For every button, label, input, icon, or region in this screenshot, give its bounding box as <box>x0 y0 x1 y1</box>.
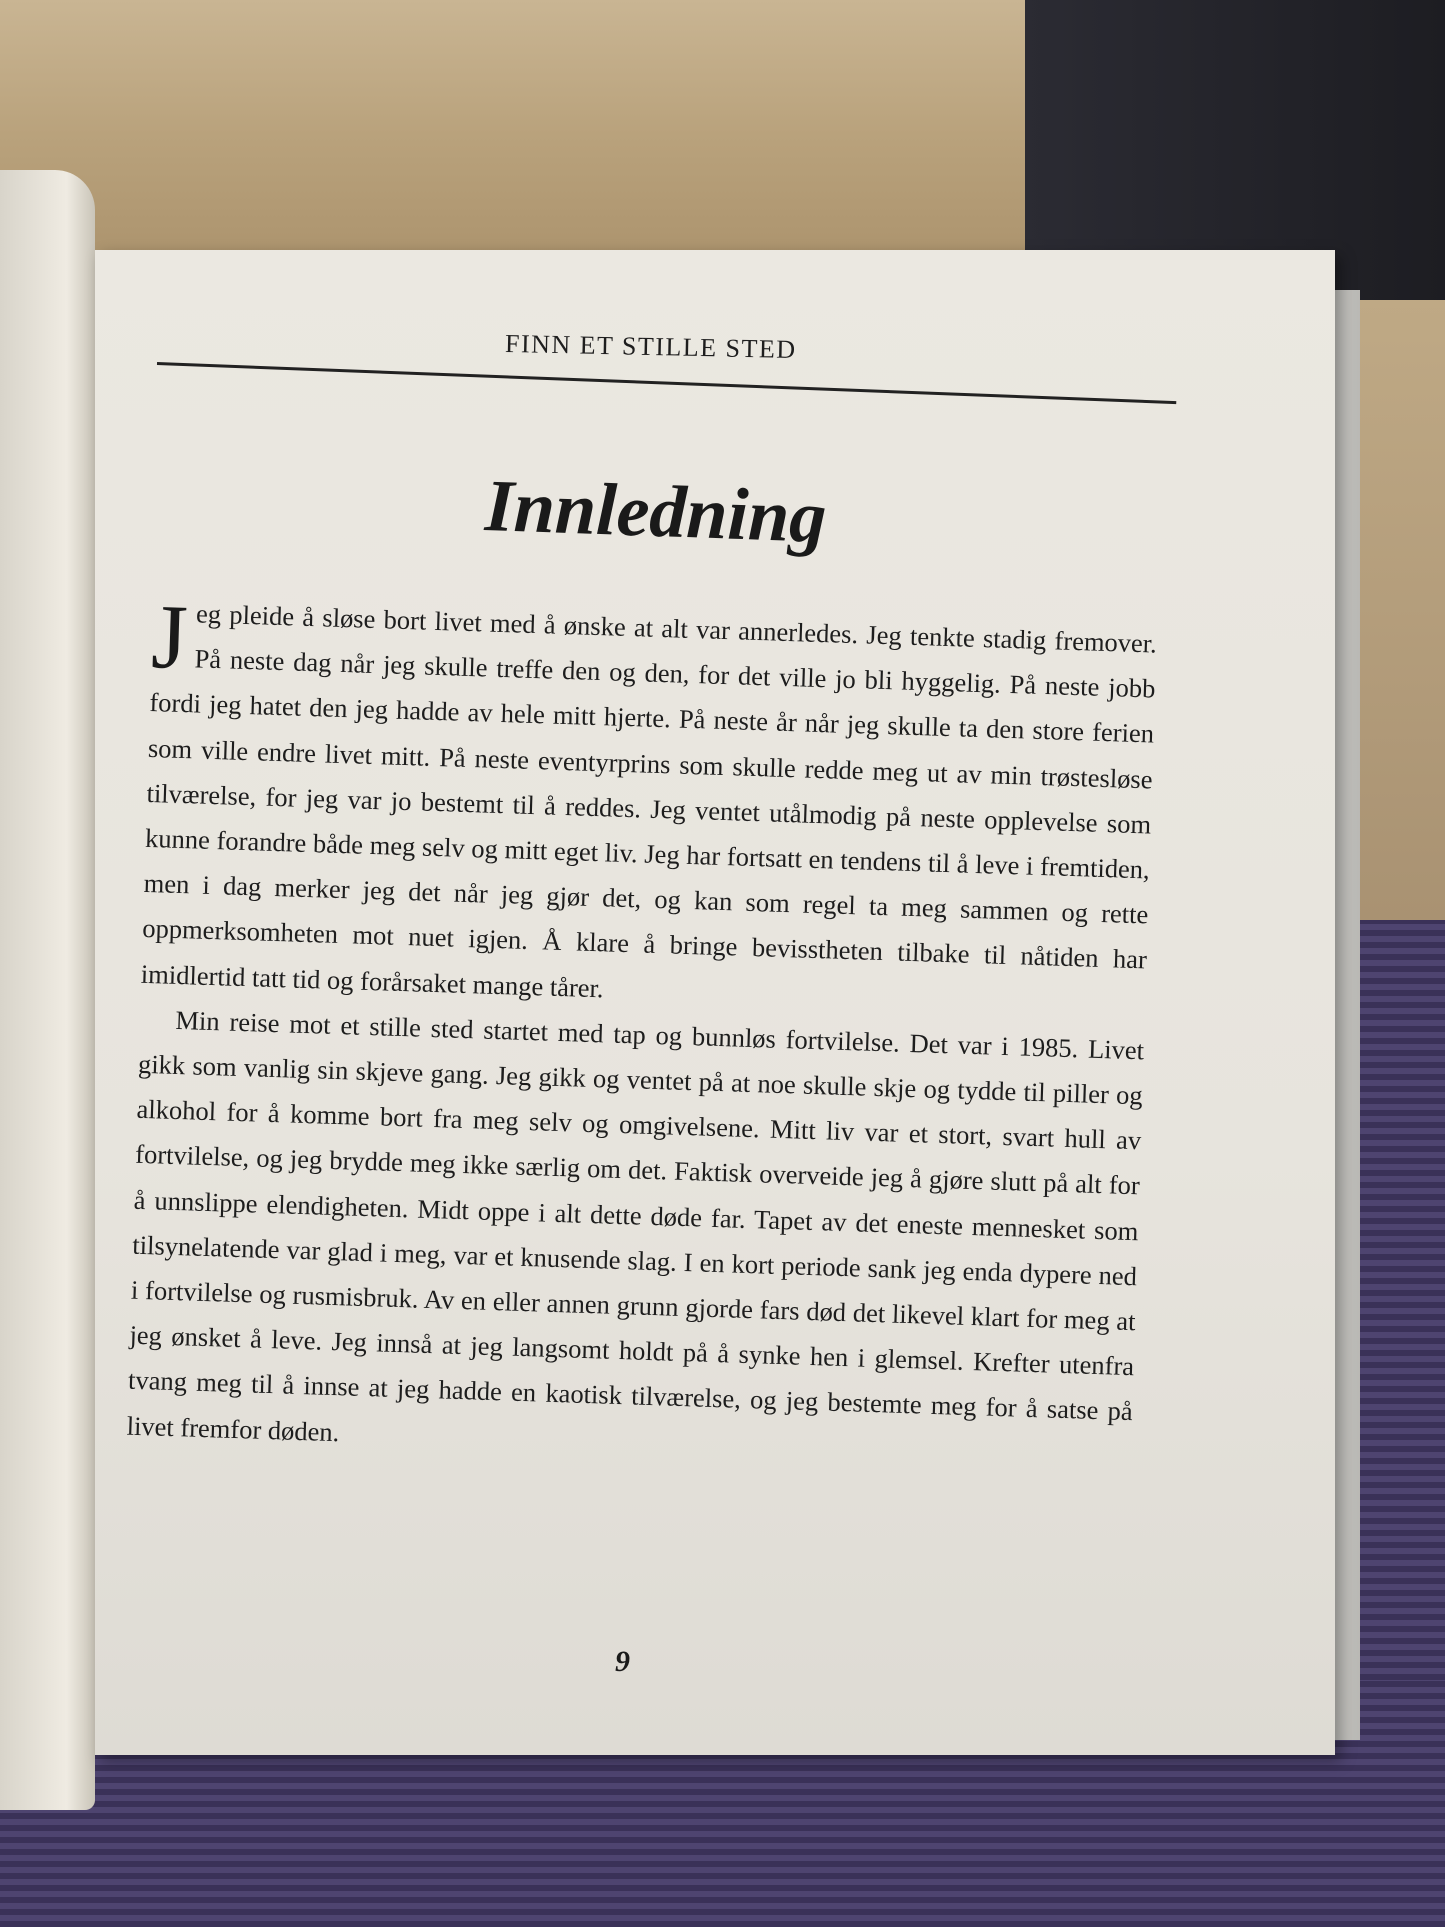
book-page <box>95 250 1335 1755</box>
left-page-edge <box>0 170 95 1810</box>
body-text <box>126 585 1158 1480</box>
paragraph-1-text: eg pleide å sløse bort livet med å ønske at alt var annerledes. Jeg tenkte stadig fremover. På neste dag når jeg skulle treffe den og den, for det ville jo bli hyggelig. På neste jobb fordi jeg hatet den jeg hadde av hele mitt hjerte. På neste år når jeg skulle ta den store ferien som ville endre livet mitt. På neste eventyrprins som skulle redde meg ut av min trøstesløse tilværelse, for jeg var jo bestemt til å reddes. Jeg ventet utålmodig på neste opplevelse som kunne forandre både meg selv og mitt eget liv. Jeg har fortsatt en tendens til å leve i fremtiden, men i dag merker jeg det når jeg gjør det, og kan som regel ta meg sammen og rette oppmerksomheten mot nuet igjen. Å klare å bringe bevisstheten tilbake til nåtiden har imidlertid tatt tid og forårsaket mange tårer. <box>140 598 1158 1003</box>
running-head: FINN ET STILLE STED <box>504 328 797 365</box>
page-number: 9 <box>615 1645 630 1678</box>
header-rule <box>157 362 1176 404</box>
paragraph-2: Min reise mot et stille sted startet med tap og bunnløs fortvilelse. Det var i 1985. Livet gikk som vanlig sin skjeve gang. Jeg gikk og ventet på at noe skulle skje og tydde til piller og alkohol for å komme bort fra meg selv og omgivelsene. Mitt liv var et stort, svart hull av fortvilelse, og jeg brydde meg ikke særlig om det. Faktisk overveide jeg å gjøre slutt på alt for å unnslippe elendigheten. Midt oppe i alt dette døde far. Tapet av det eneste mennesket som tilsynelatende var glad i meg, var et knusende slag. I en kort periode sank jeg enda dypere ned i fortvilelse og rusmisbruk. Av en eller annen grunn gjorde fars død det likevel klart for meg at jeg ønsket å leve. Jeg innså at jeg langsomt holdt på å synke hen i glemsel. Krefter utenfra tvang meg til å innse at jeg hadde en kaotisk tilværelse, og jeg bestemte meg for å satse på livet fremfor døden. <box>126 1004 1145 1447</box>
paragraph-1 <box>140 585 1158 1028</box>
drop-cap: J <box>149 585 189 689</box>
chapter-title: Innledning <box>483 465 828 559</box>
